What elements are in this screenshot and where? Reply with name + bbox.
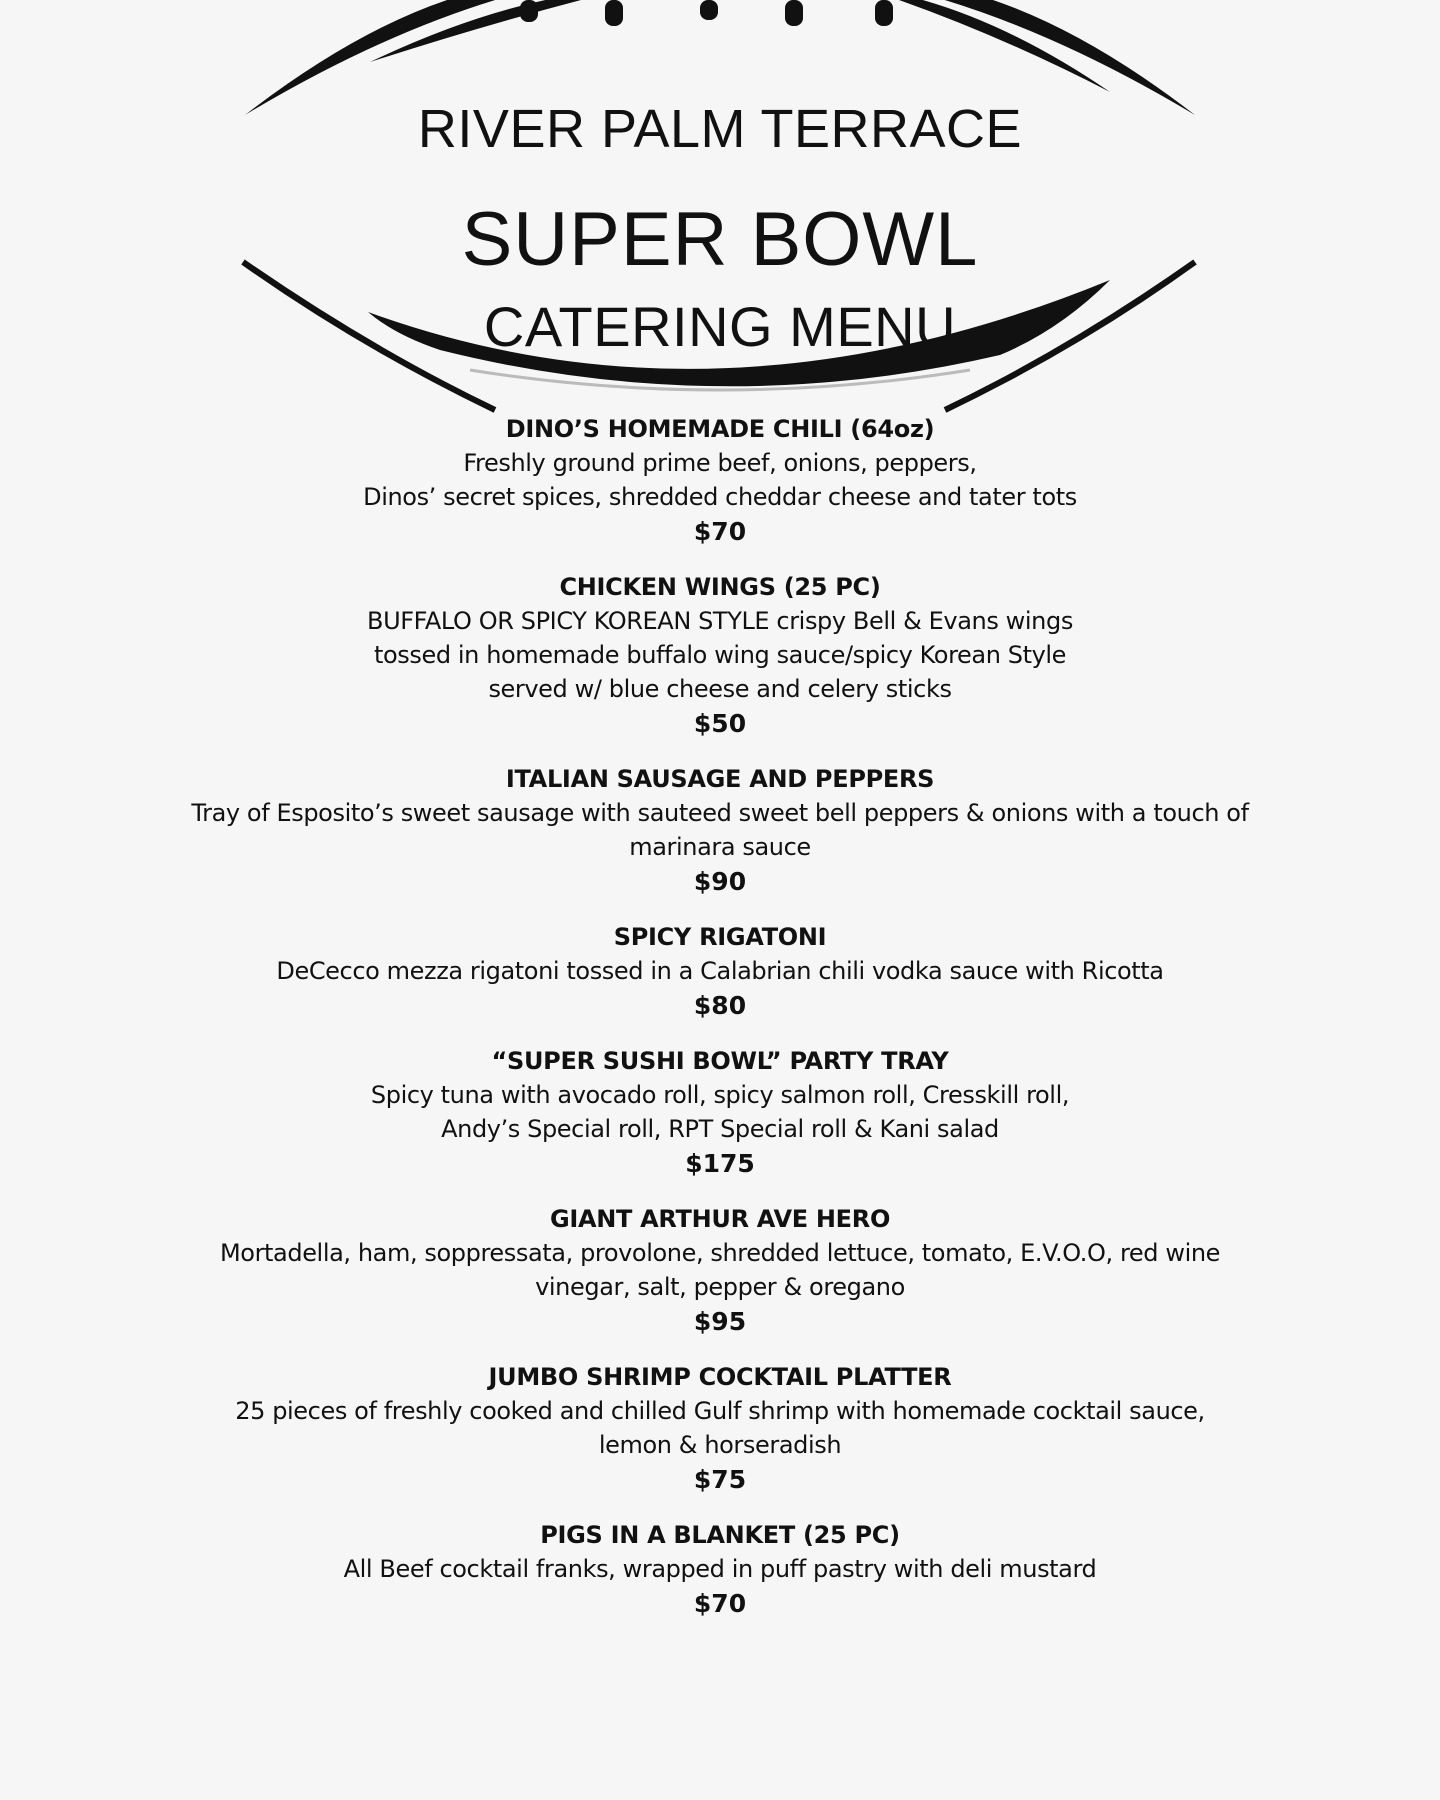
menu-item-name: DINO’S HOMEMADE CHILI (64oz)	[505, 415, 935, 443]
menu-item	[70, 412, 1370, 550]
menu-item-description-line: BUFFALO OR SPICY KOREAN STYLE crispy Bell & Evans wings	[367, 607, 1073, 635]
menu-item-name: ITALIAN SAUSAGE AND PEPPERS	[505, 765, 935, 793]
menu-item-price: $75	[693, 1465, 747, 1494]
menu-item-description-line: vinegar, salt, pepper & oregano	[535, 1273, 905, 1301]
menu-item-name: CHICKEN WINGS (25 PC)	[559, 573, 881, 601]
menu-item-name: SPICY RIGATONI	[613, 923, 827, 951]
menu-list	[0, 412, 1440, 1642]
menu-item-price: $70	[693, 1589, 747, 1618]
menu-item-description	[70, 604, 1370, 706]
menu-item-name: “SUPER SUSHI BOWL” PARTY TRAY	[491, 1047, 949, 1075]
menu-item	[70, 1360, 1370, 1498]
menu-item-description-line: Mortadella, ham, soppressata, provolone, shredded lettuce, tomato, E.V.O.O, red wine	[219, 1239, 1221, 1267]
menu-item-description-line: marinara sauce	[629, 833, 811, 861]
menu-item-name: PIGS IN A BLANKET (25 PC)	[540, 1521, 900, 1549]
menu-item	[70, 762, 1370, 900]
menu-item-description	[70, 1394, 1370, 1462]
menu-item-price: $80	[693, 991, 747, 1020]
event-title: SUPER BOWL	[461, 197, 979, 282]
restaurant-name: RIVER PALM TERRACE	[417, 99, 1023, 159]
menu-item-description	[70, 1236, 1370, 1304]
menu-item-description-line: Andy’s Special roll, RPT Special roll & Kani salad	[441, 1115, 999, 1143]
menu-item-price: $175	[685, 1149, 755, 1178]
menu-item	[70, 920, 1370, 1024]
menu-item-description-line: lemon & horseradish	[598, 1431, 842, 1459]
menu-item-description-line: Spicy tuna with avocado roll, spicy salmon roll, Cresskill roll,	[370, 1081, 1070, 1109]
menu-item-description	[70, 446, 1370, 514]
menu-item-description-line: DeCecco mezza rigatoni tossed in a Calabrian chili vodka sauce with Ricotta	[276, 957, 1164, 985]
menu-item-name: GIANT ARTHUR AVE HERO	[549, 1205, 891, 1233]
menu-item-description-line: Tray of Esposito’s sweet sausage with sauteed sweet bell peppers & onions with a touch of	[191, 799, 1249, 827]
menu-item-description-line: served w/ blue cheese and celery sticks	[488, 675, 952, 703]
menu-item	[70, 1202, 1370, 1340]
menu-item-description-line: 25 pieces of freshly cooked and chilled Gulf shrimp with homemade cocktail sauce,	[235, 1397, 1205, 1425]
menu-item-description	[70, 1552, 1370, 1586]
menu-item-description-line: Dinos’ secret spices, shredded cheddar cheese and tater tots	[363, 483, 1077, 511]
menu-item-description	[70, 796, 1370, 864]
menu-item-price: $50	[693, 709, 747, 738]
menu-item-description-line: tossed in homemade buffalo wing sauce/spicy Korean Style	[373, 641, 1067, 669]
menu-title: CATERING MENU	[483, 295, 957, 358]
menu-item	[70, 1044, 1370, 1182]
menu-item-description	[70, 954, 1370, 988]
menu-item-price: $90	[693, 867, 747, 896]
menu-item-description-line: All Beef cocktail franks, wrapped in puff pastry with deli mustard	[343, 1555, 1097, 1583]
menu-item-name: JUMBO SHRIMP COCKTAIL PLATTER	[488, 1363, 952, 1391]
menu-item	[70, 1518, 1370, 1622]
menu-item	[70, 570, 1370, 742]
menu-item-description	[70, 1078, 1370, 1146]
menu-item-price: $95	[693, 1307, 747, 1336]
menu-item-price: $70	[693, 517, 747, 546]
menu-item-description-line: Freshly ground prime beef, onions, peppers,	[463, 449, 977, 477]
